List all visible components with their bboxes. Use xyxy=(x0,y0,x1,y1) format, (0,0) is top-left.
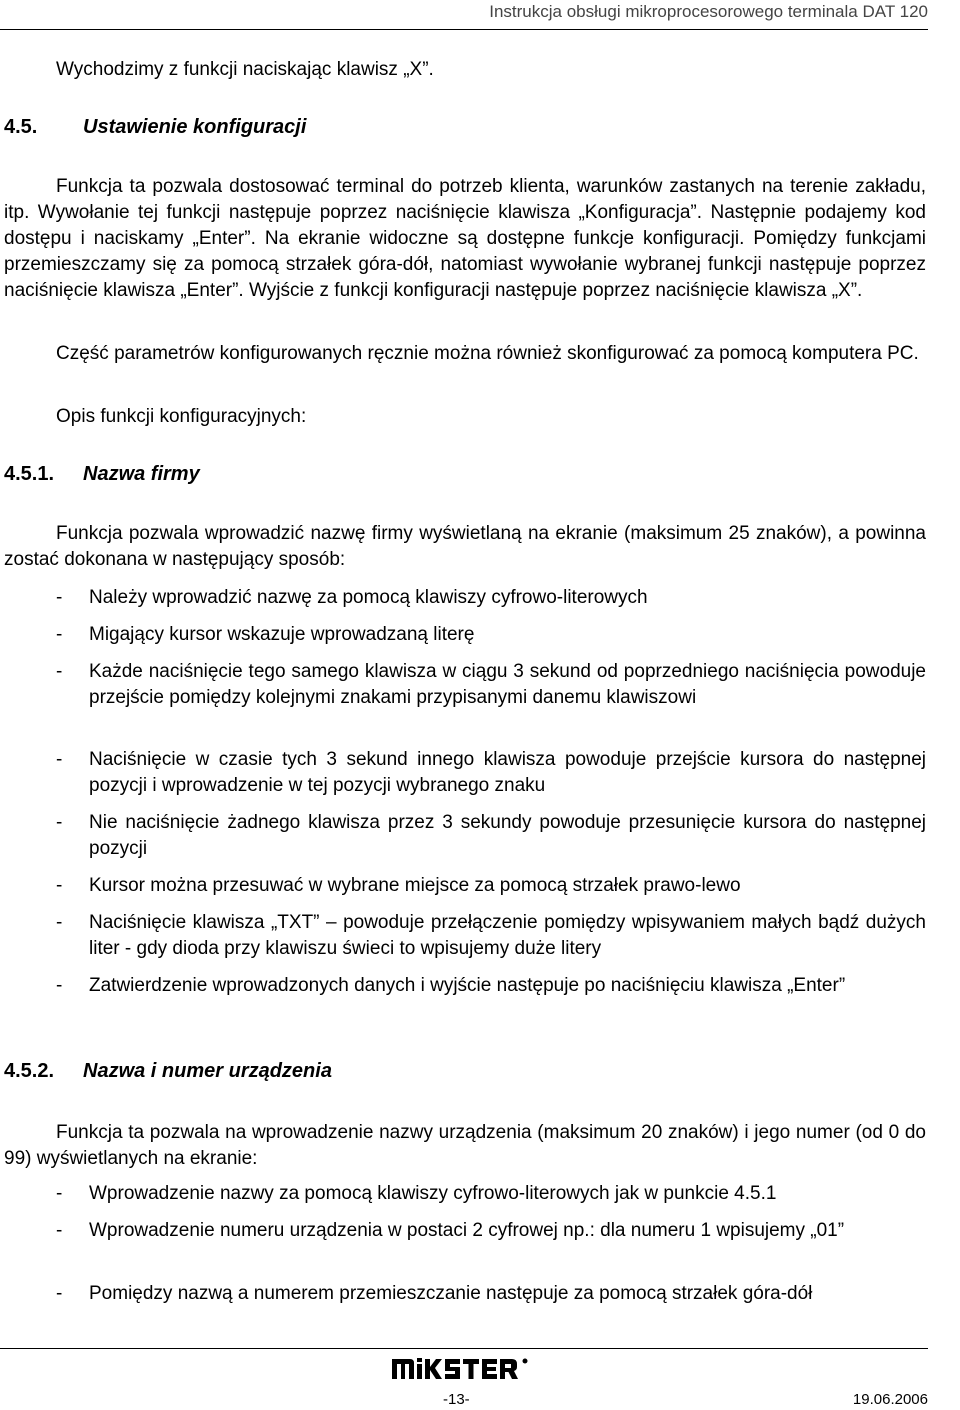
list-item: - Naciśnięcie klawisza „TXT” – powoduje przełączenie pomiędzy wpisywaniem małych bądź dużych liter - gdy dioda przy klawiszu świeci to wpisujemy duże litery xyxy=(56,912,926,959)
mikster-logo xyxy=(390,1355,540,1381)
list-item: - Pomiędzy nazwą a numerem przemieszczanie następuje za pomocą strzałek góra-dół xyxy=(56,1283,813,1304)
page-footer xyxy=(0,1348,928,1410)
footer-date: 19.06.2006 xyxy=(852,1391,928,1408)
intro-line: Wychodzimy z funkcji naciskając klawisz „X”. xyxy=(56,59,434,80)
section-4-5-paragraph-2: Część parametrów konfigurowanych ręcznie można również skonfigurować za pomocą komputera PC. xyxy=(56,343,919,364)
list-item: - Kursor można przesuwać w wybrane miejsce za pomocą strzałek prawo-lewo xyxy=(56,875,741,896)
list-item: - Należy wprowadzić nazwę za pomocą klawiszy cyfrowo-literowych xyxy=(56,587,648,608)
list-item: - Wprowadzenie nazwy za pomocą klawiszy cyfrowo-literowych jak w punkcie 4.5.1 xyxy=(56,1183,777,1204)
section-4-5-paragraph-3: Opis funkcji konfiguracyjnych: xyxy=(56,406,307,427)
section-number: 4.5. xyxy=(4,116,38,138)
page-number: -13- xyxy=(443,1391,470,1408)
section-4-5-paragraph-1: Funkcja ta pozwala dostosować terminal do potrzeb klienta, warunków zastanych na terenie zakładu, itp. Wywołanie tej funkcji następuje poprzez naciśnięcie klawisza „Konfiguracja”. Następnie podajemy kod dostępu i naciskamy „Enter”. Na ekranie widoczne są dostępne funkcje konfiguracji. Pomiędzy funkcjami przemieszczamy się za pomocą strzałek góra-dół, natomiast wywołanie wybranej funkcji następuje poprzez naciśnięcie klawisza „Enter”. Wyjście z funkcji konfiguracji następuje poprzez naciśnięcie klawisza „X”. xyxy=(4,176,926,301)
page-header xyxy=(0,0,928,30)
list-item: - Naciśnięcie w czasie tych 3 sekund innego klawisza powoduje przejście kursora do następnej pozycji i wprowadzenie w tej pozycji wybranego znaku xyxy=(56,749,926,796)
section-number: 4.5.1. xyxy=(4,463,55,485)
list-item: - Każde naciśnięcie tego samego klawisza w ciągu 3 sekund od poprzedniego naciśnięcia powoduje przejście pomiędzy kolejnymi znakami przypisanymi danemu klawiszowi xyxy=(56,661,926,708)
list-item: - Nie naciśnięcie żadnego klawisza przez 3 sekundy powoduje przesunięcie kursora do następnej pozycji xyxy=(56,812,926,859)
section-title: Nazwa firmy xyxy=(83,463,200,485)
list-item: - Migający kursor wskazuje wprowadzaną literę xyxy=(56,624,475,645)
list-item: - Wprowadzenie numeru urządzenia w postaci 2 cyfrowej np.: dla numeru 1 wpisujemy „01” xyxy=(56,1220,845,1241)
section-4-5-1-paragraph: Funkcja pozwala wprowadzić nazwę firmy wyświetlaną na ekranie (maksimum 25 znaków), a powinna zostać dokonana w następujący sposób: xyxy=(4,523,926,570)
list-item: - Zatwierdzenie wprowadzonych danych i wyjście następuje po naciśnięciu klawisza „Enter” xyxy=(56,975,846,996)
section-number: 4.5.2. xyxy=(4,1060,55,1082)
section-title: Ustawienie konfiguracji xyxy=(83,116,307,138)
section-4-5-2-paragraph: Funkcja ta pozwala na wprowadzenie nazwy urządzenia (maksimum 20 znaków) i jego numer (od 0 do 99) wyświetlanych na ekranie: xyxy=(4,1122,926,1169)
section-title: Nazwa i numer urządzenia xyxy=(83,1060,332,1082)
header-title: Instrukcja obsługi mikroprocesorowego terminala DAT 120 xyxy=(489,2,928,21)
